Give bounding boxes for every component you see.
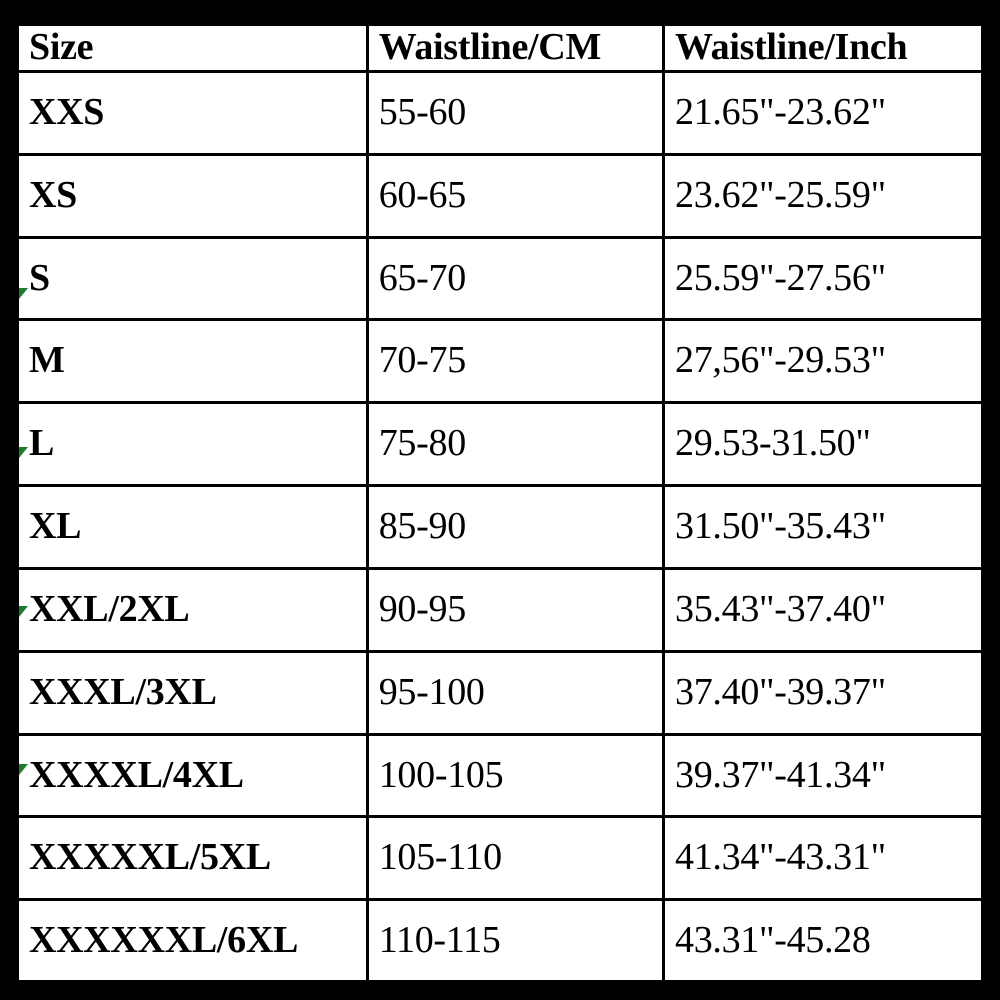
table-row — [19, 734, 981, 817]
cell-waistline-inch: 41.34"-43.31" — [664, 817, 981, 900]
table-row — [19, 237, 981, 320]
cell-waistline-cm: 95-100 — [367, 651, 663, 734]
table-header-row — [19, 26, 981, 72]
table-row — [19, 320, 981, 403]
cell-size: XXS — [19, 72, 367, 155]
column-header-size: Size — [19, 26, 367, 72]
cell-waistline-cm: 100-105 — [367, 734, 663, 817]
table-row — [19, 817, 981, 900]
cell-waistline-inch: 29.53-31.50" — [664, 403, 981, 486]
cell-size: L — [19, 403, 367, 486]
table-row — [19, 486, 981, 569]
cell-waistline-inch: 23.62"-25.59" — [664, 154, 981, 237]
cell-size: XXL/2XL — [19, 568, 367, 651]
cell-waistline-cm: 65-70 — [367, 237, 663, 320]
cell-size: M — [19, 320, 367, 403]
column-header-waistline-inch: Waistline/Inch — [664, 26, 981, 72]
cell-waistline-inch: 31.50"-35.43" — [664, 486, 981, 569]
table-row — [19, 651, 981, 734]
cell-size: XXXXXL/5XL — [19, 817, 367, 900]
table-row — [19, 403, 981, 486]
cell-waistline-cm: 110-115 — [367, 900, 663, 980]
table-header — [19, 26, 981, 72]
cell-size: XXXXL/4XL — [19, 734, 367, 817]
cell-waistline-cm: 60-65 — [367, 154, 663, 237]
cell-waistline-cm: 90-95 — [367, 568, 663, 651]
table-body — [19, 72, 981, 981]
cell-size: XXXXXXL/6XL — [19, 900, 367, 980]
cell-waistline-cm: 70-75 — [367, 320, 663, 403]
cell-size: S — [19, 237, 367, 320]
cell-size: XXXL/3XL — [19, 651, 367, 734]
cell-waistline-cm: 85-90 — [367, 486, 663, 569]
size-chart-table-container — [15, 22, 985, 984]
table-row — [19, 568, 981, 651]
table-row — [19, 154, 981, 237]
column-header-waistline-cm: Waistline/CM — [367, 26, 663, 72]
cell-waistline-inch: 25.59"-27.56" — [664, 237, 981, 320]
size-chart-table — [19, 26, 981, 980]
cell-waistline-cm: 75-80 — [367, 403, 663, 486]
cell-waistline-inch: 27,56"-29.53" — [664, 320, 981, 403]
table-row — [19, 900, 981, 980]
cell-waistline-inch: 39.37"-41.34" — [664, 734, 981, 817]
cell-waistline-cm: 55-60 — [367, 72, 663, 155]
cell-size: XL — [19, 486, 367, 569]
table-row — [19, 72, 981, 155]
cell-waistline-inch: 37.40"-39.37" — [664, 651, 981, 734]
cell-waistline-inch: 35.43"-37.40" — [664, 568, 981, 651]
cell-waistline-inch: 21.65"-23.62" — [664, 72, 981, 155]
cell-waistline-cm: 105-110 — [367, 817, 663, 900]
cell-waistline-inch: 43.31"-45.28 — [664, 900, 981, 980]
cell-size: XS — [19, 154, 367, 237]
